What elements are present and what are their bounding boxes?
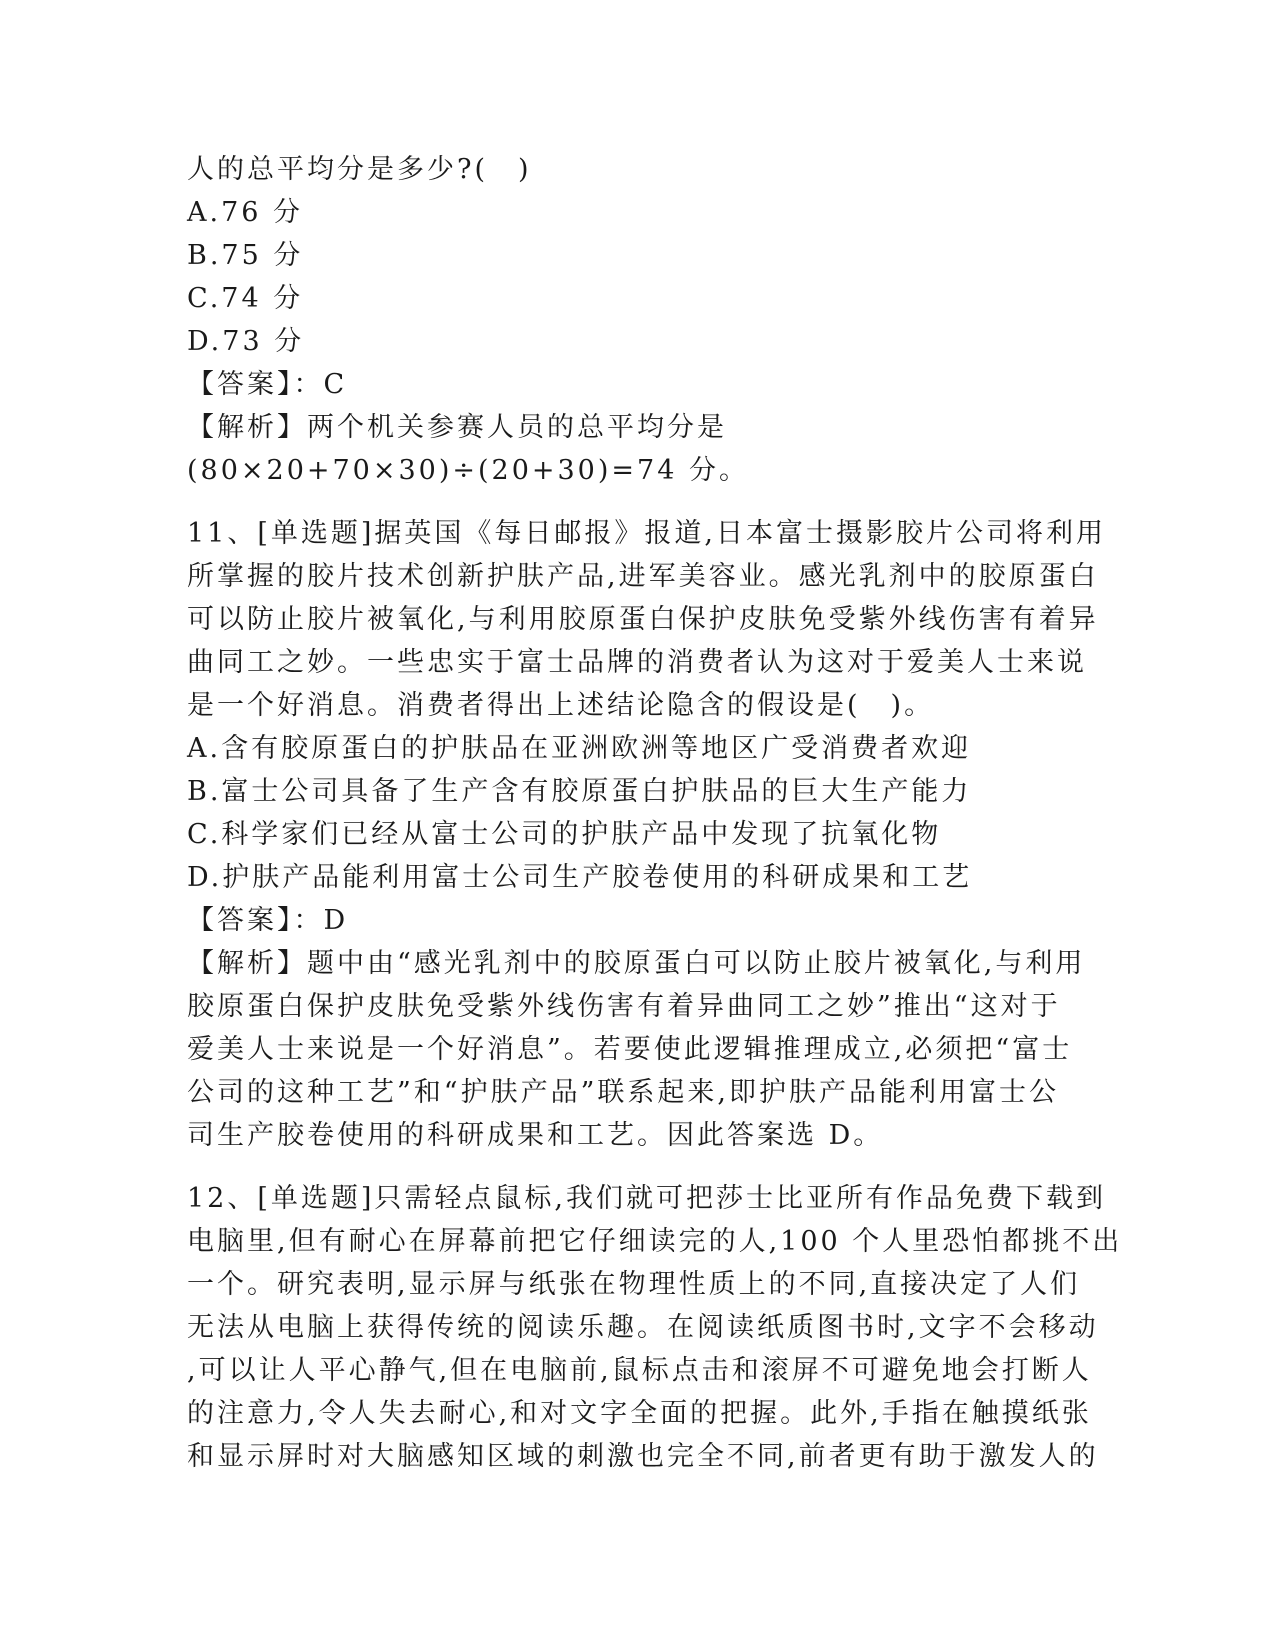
- option-d: D.护肤产品能利用富士公司生产胶卷使用的科研成果和工艺: [187, 862, 973, 893]
- option-b: B.75 分: [187, 240, 304, 271]
- explanation-line: 【解析】两个机关参赛人员的总平均分是: [187, 412, 727, 443]
- question-stem-line: ,可以让人平心静气,但在电脑前,鼠标点击和滚屏不可避免地会打断人: [187, 1355, 1092, 1386]
- option-d: D.73 分: [187, 326, 305, 357]
- explanation-line: 公司的这种工艺”和“护肤产品”联系起来,即护肤产品能利用富士公: [187, 1077, 1059, 1108]
- question-stem-tail: 人的总平均分是多少?( ): [187, 154, 532, 185]
- explanation-line: 爱美人士来说是一个好消息”。若要使此逻辑推理成立,必须把“富士: [187, 1034, 1073, 1065]
- question-12: [187, 1177, 1123, 1478]
- answer-line: 【答案】：D: [187, 905, 349, 936]
- option-c: C.科学家们已经从富士公司的护肤产品中发现了抗氧化物: [187, 819, 942, 850]
- explanation-line: 【解析】题中由“感光乳剂中的胶原蛋白可以防止胶片被氧化,与利用: [187, 948, 1086, 979]
- question-10-continued: [187, 148, 1087, 492]
- explanation-line: (80×20+70×30)÷(20+30)=74 分。: [187, 455, 749, 486]
- question-stem-line: 无法从电脑上获得传统的阅读乐趣。在阅读纸质图书时,文字不会移动: [187, 1312, 1099, 1343]
- question-stem-line: 一个。研究表明,显示屏与纸张在物理性质上的不同,直接决定了人们: [187, 1269, 1081, 1300]
- explanation-line: 司生产胶卷使用的科研成果和工艺。因此答案选 D。: [187, 1120, 884, 1151]
- question-stem-line: 和显示屏时对大脑感知区域的刺激也完全不同,前者更有助于激发人的: [187, 1441, 1099, 1472]
- option-b: B.富士公司具备了生产含有胶原蛋白护肤品的巨大生产能力: [187, 776, 972, 807]
- question-stem-line: 是一个好消息。消费者得出上述结论隐含的假设是( )。: [187, 690, 935, 721]
- question-stem-line: 所掌握的胶片技术创新护肤产品,进军美容业。感光乳剂中的胶原蛋白: [187, 561, 1099, 592]
- answer-line: 【答案】：C: [187, 369, 348, 400]
- option-a: A.含有胶原蛋白的护肤品在亚洲欧洲等地区广受消费者欢迎: [187, 733, 972, 764]
- question-stem-line: 的注意力,令人失去耐心,和对文字全面的把握。此外,手指在触摸纸张: [187, 1398, 1092, 1429]
- question-stem-line: 11、[单选题]据英国《每日邮报》报道,日本富士摄影胶片公司将利用: [187, 518, 1107, 549]
- option-a: A.76 分: [187, 197, 304, 228]
- question-stem-line: 可以防止胶片被氧化,与利用胶原蛋白保护皮肤免受紫外线伤害有着异: [187, 604, 1099, 635]
- question-stem-line: 电脑里,但有耐心在屏幕前把它仔细读完的人,100 个人里恐怕都挑不出: [187, 1226, 1123, 1257]
- question-11: [187, 512, 1107, 1157]
- question-stem-line: 12、[单选题]只需轻点鼠标,我们就可把莎士比亚所有作品免费下载到: [187, 1183, 1107, 1214]
- explanation-line: 胶原蛋白保护皮肤免受紫外线伤害有着异曲同工之妙”推出“这对于: [187, 991, 1061, 1022]
- option-c: C.74 分: [187, 283, 304, 314]
- page-content: [187, 148, 1123, 1478]
- question-stem-line: 曲同工之妙。一些忠实于富士品牌的消费者认为这对于爱美人士来说: [187, 647, 1087, 678]
